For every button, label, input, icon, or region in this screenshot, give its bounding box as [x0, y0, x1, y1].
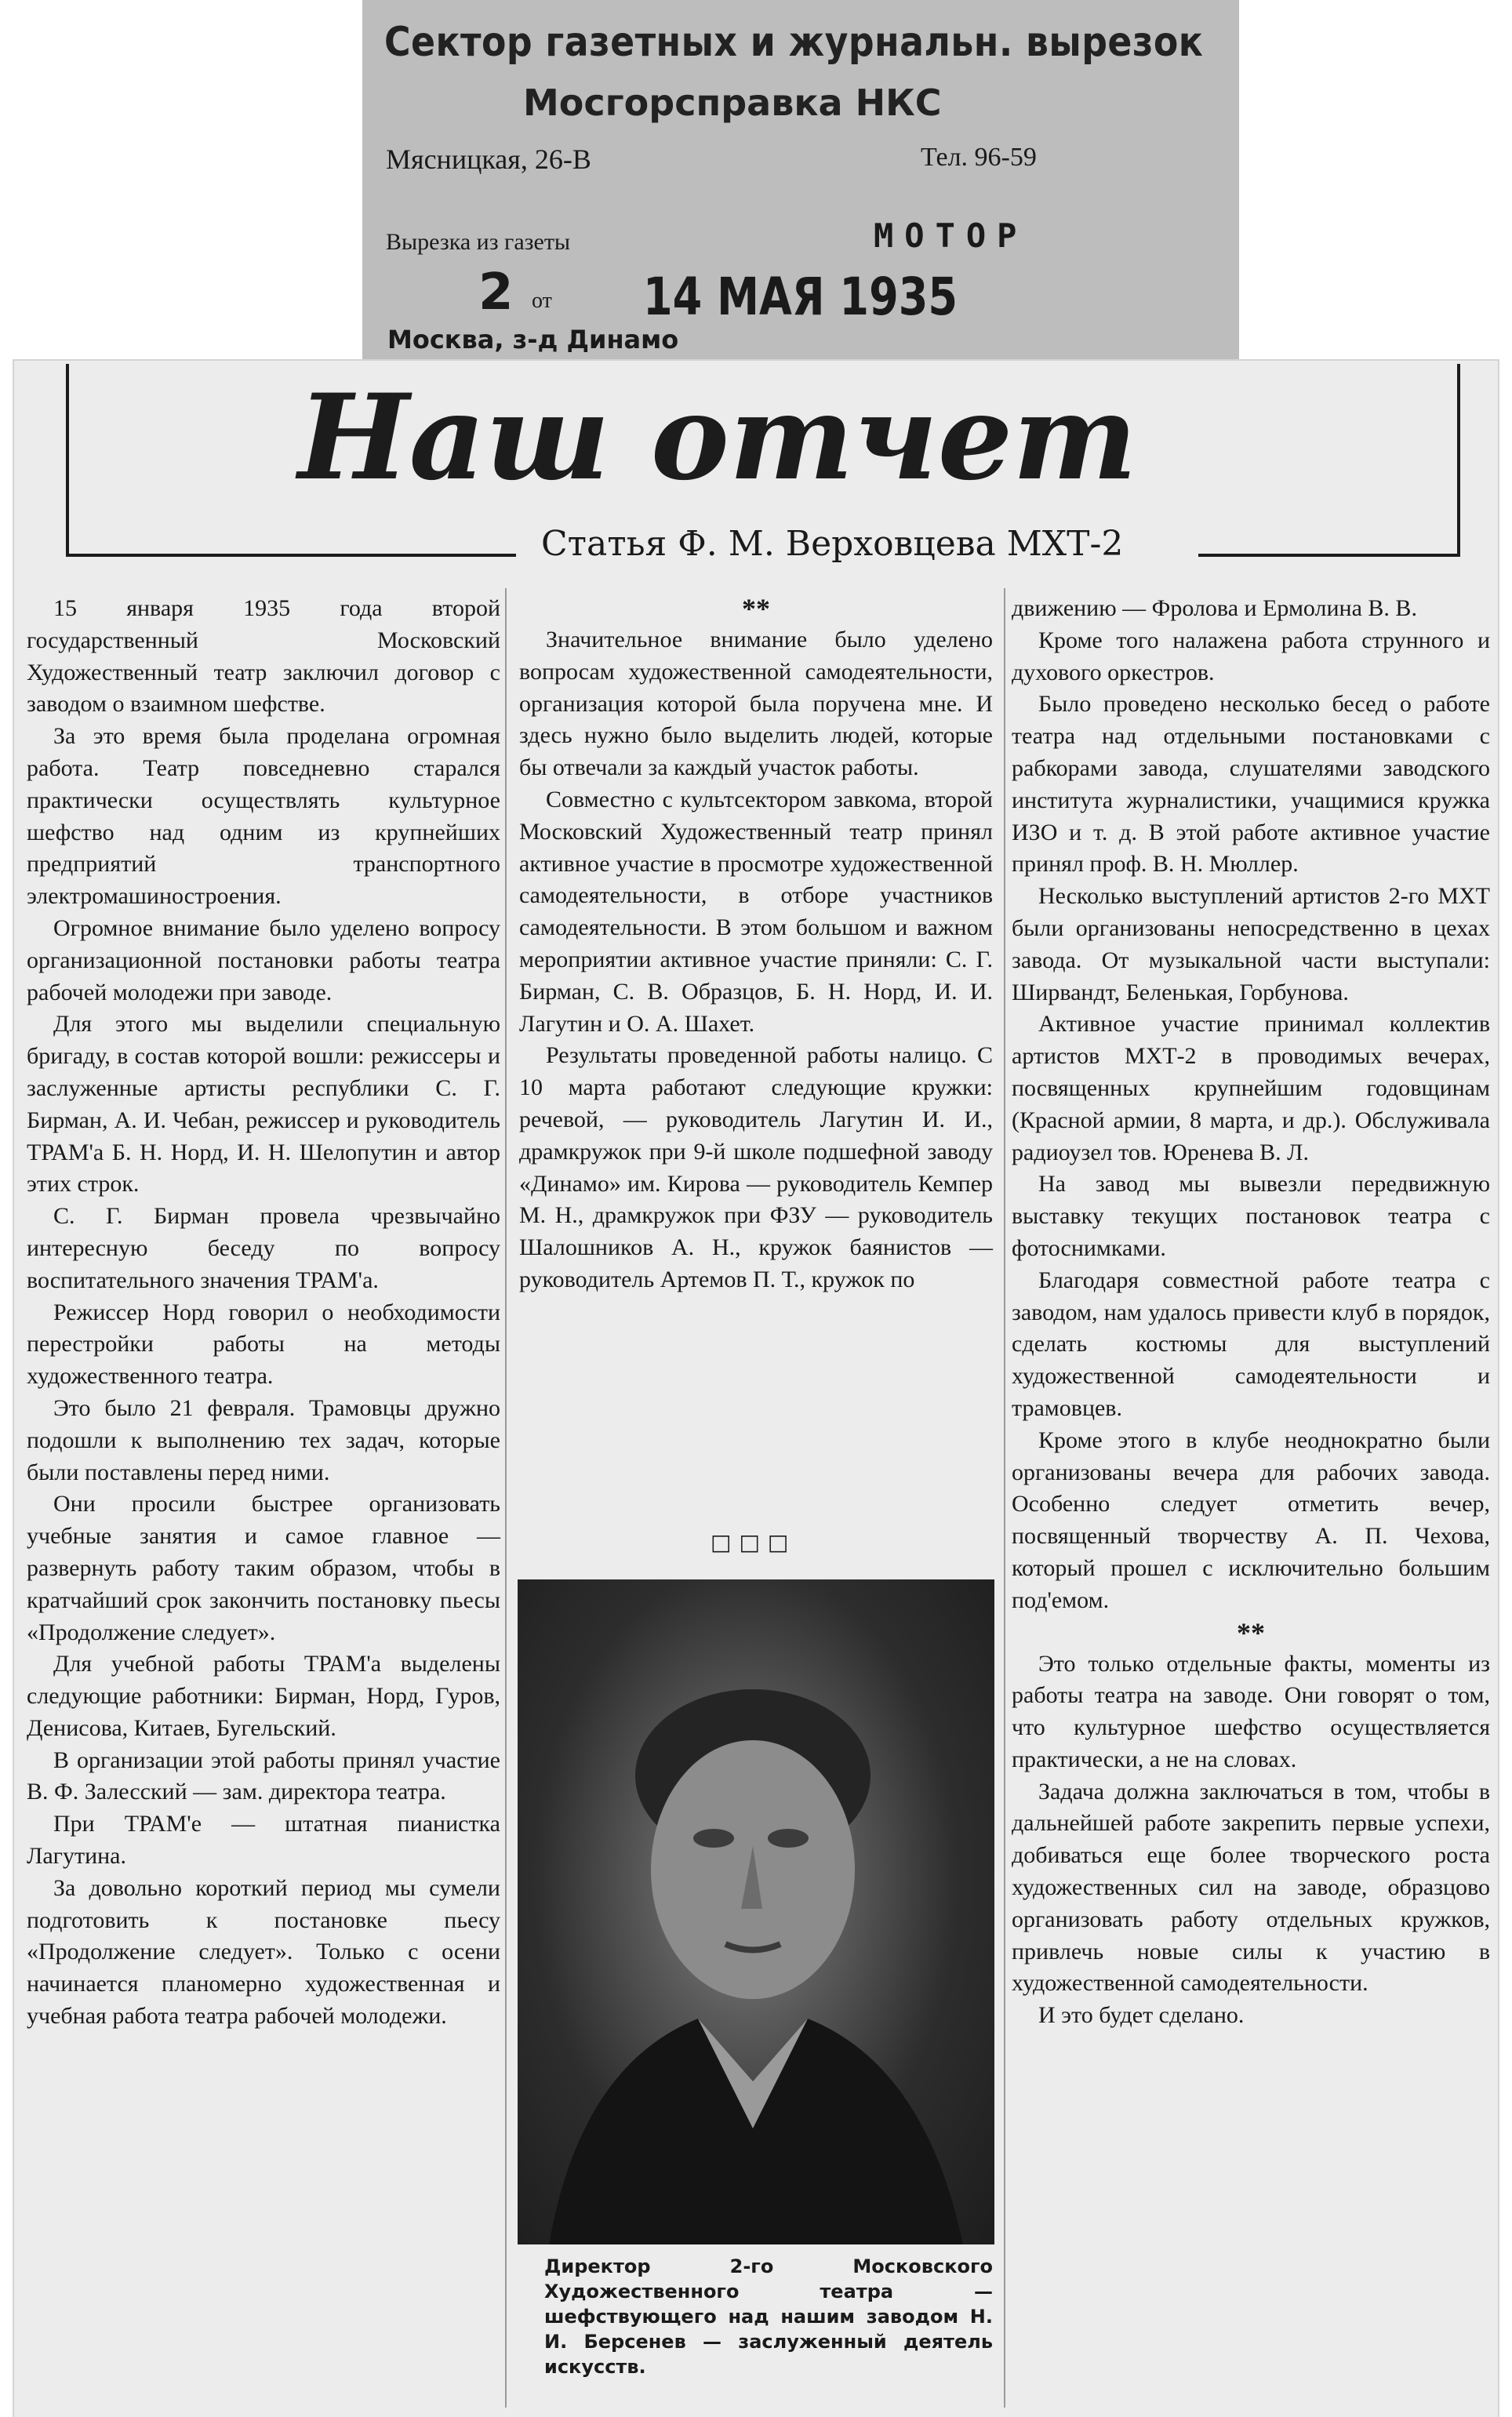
paragraph: Благодаря совместной работе театра с заводом, нам удалось привести клуб в порядок, сделать костюмы для выступлений художественной самодеятельности и трамовцев. — [1012, 1267, 1490, 1421]
portrait-photo — [518, 1579, 994, 2244]
stamp-issue-number: 2 — [478, 264, 514, 322]
paragraph: За это время была проделана огромная работа. Театр повседневно старался практически осуществлять культурное шефство над одним из крупнейших предприятий транспортного электромашиностроения. — [27, 723, 500, 910]
stamp-from-label: от — [532, 289, 552, 313]
column-divider — [505, 588, 507, 2408]
stamp-newspaper-name: МОТОР — [874, 216, 1028, 255]
portrait-illustration — [518, 1579, 994, 2244]
paragraph: И это будет сделано. — [1038, 2002, 1245, 2029]
headline-frame-right — [1457, 364, 1460, 555]
paragraph: Для учебной работы ТРАМ'а выделены следующие работники: Бирман, Норд, Гуров, Денисова, Китаев, Бугельский. — [27, 1651, 500, 1741]
paragraph: Значительное внимание было уделено вопросам художественной самодеятельности, организация которой была поручена мне. И здесь нужно было выделить людей, которые бы отвечали за каждый участок работы. — [519, 627, 993, 781]
stamp-cutting-label: Вырезка из газеты — [386, 229, 571, 255]
paragraph: Было проведено несколько бесед о работе театра над отдельными постановками с рабкорами завода, слушателями заводского института журналистики, учащимися кружка ИЗО и т. д. В этой работе активное участие принял проф. В. Н. Мюллер. — [1012, 691, 1490, 878]
paragraph: Это только отдельные факты, моменты из работы театра на заводе. Они говорят о том, что культурное шефство осуществляется практически, а не на словах. — [1012, 1650, 1490, 1772]
section-asterisks: ** — [1237, 1616, 1265, 1648]
article-headline: Наш отчет — [298, 369, 1137, 507]
stamp-address: Мясницкая, 26-В — [386, 144, 591, 175]
paragraph: На завод мы вывезли передвижную выставку текущих постановок театра с фотоснимками. — [1012, 1171, 1490, 1261]
stamp-telephone: Тел. 96-59 — [921, 143, 1037, 172]
paragraph: Они просили быстрее организовать учебные занятия и самое главное — развернуть работу таким образом, чтобы в кратчайший срок закончить постановку пьесы «Продолжение следует». — [27, 1491, 500, 1645]
section-asterisks: ** — [742, 593, 770, 624]
article-byline: Статья Ф. М. Верховцева МХТ-2 — [541, 524, 1124, 564]
column-divider — [1004, 588, 1005, 2408]
photo-caption: Директор 2-го Московского Художественного театра — шефствующего над нашим заводом Н. И. Берсенев — заслуженный деятель искусств. — [544, 2255, 993, 2378]
clipping-stamp — [362, 0, 1239, 392]
stamp-date: 14 МАЯ 1935 — [643, 267, 958, 327]
paragraph: Результаты проведенной работы налицо. С 10 марта работают следующие кружки: речевой, — руководитель Лагутин И. И., драмкружок при 9-й школе подшефной заводу «Динамо» им. Кирова — руководитель Кемпер М. Н., драмкружок при ФЗУ — руководитель Шалошников А. Н., кружок баянистов — руководитель Артемов П. Т., кружок по — [519, 1042, 993, 1292]
headline-rule-right — [1198, 554, 1460, 557]
paragraph: В организации этой работы принял участие В. Ф. Залесский — зам. директора театра. — [27, 1746, 500, 1805]
paragraph: Для этого мы выделили специальную бригаду, в состав которой вошли: режиссеры и заслуженные артисты республики С. Г. Бирман, А. И. Чебан, режиссер и руководитель ТРАМ'а Б. Н. Норд, И. Н. Шелопутин и автор этих строк. — [27, 1011, 500, 1198]
paragraph: С. Г. Бирман провела чрезвычайно интересную беседу по вопросу воспитательного значения ТРАМ'а. — [27, 1203, 500, 1293]
paragraph: Кроме того налажена работа струнного и духового оркестров. — [1012, 627, 1490, 685]
paragraph: За довольно короткий период мы сумели подготовить к постановке пьесу «Продолжение следует». Только с осени начинается планомерно художественная и учебная работа театра рабочей молодежи. — [27, 1874, 500, 2030]
paragraph: Активное участие принимал коллектив артистов МХТ-2 в проводимых вечерах, посвященных крупнейшим годовщинам (Красной армии, 8 марта, и др.). Обслуживала радиоузел тов. Юренева В. Л. — [1012, 1011, 1490, 1165]
paragraph: Задача должна заключаться в том, чтобы в дальнейшей работе закрепить первые успехи, добиваться еще более творческого роста художественных сил на заводе, образцово организовать работу отдельных кружков, привлечь новые силы к участию в художественной самодеятельности. — [1012, 1778, 1490, 1997]
paragraph: Совместно с культсектором завкома, второй Московский Художественный театр принял активное участие в просмотре художественной самодеятельности, в отборе участников самодеятельности. В этом большом и важном мероприятии активное участие приняли: С. Г. Бирман, С. В. Образцов, Б. Н. Норд, И. И. Лагутин и О. А. Шахет. — [519, 786, 993, 1037]
headline-rule-left — [66, 554, 516, 557]
article-column-1 — [27, 593, 500, 2033]
paragraph: Несколько выступлений артистов 2-го МХТ были организованы непосредственно в цехах завода. От музыкальной части выступали: Ширвандт, Беленькая, Горбунова. — [1012, 883, 1490, 1005]
article-column-2 — [519, 593, 993, 1296]
paragraph: движению — Фролова и Ермолина В. В. — [1012, 595, 1417, 621]
stamp-title: Сектор газетных и журнальн. вырезок — [384, 19, 1204, 66]
paragraph: Это было 21 февраля. Трамовцы дружно подошли к выполнению тех задач, которые были поставлены перед ними. — [27, 1394, 500, 1485]
paragraph: При ТРАМ'е — штатная пианистка Лагутина. — [27, 1811, 500, 1870]
headline-frame-left — [66, 364, 69, 555]
paragraph: 15 января 1935 года второй государственный Московский Художественный театр заключил договор с заводом о взаимном шефстве. — [27, 595, 500, 718]
article-column-3 — [1012, 593, 1490, 2032]
stamp-subtitle: Мосгорсправка НКС — [523, 82, 942, 124]
paragraph: Режиссер Норд говорил о необходимости перестройки работы на методы художественного театра. — [27, 1299, 500, 1390]
stamp-city: Москва, з-д Динамо — [387, 325, 679, 354]
paragraph: Кроме этого в клубе неоднократно были организованы вечера для рабочих завода. Особенно следует отметить вечер, посвященный творчеству А. П. Чехова, который прошел с исключительно большим под'емом. — [1012, 1427, 1490, 1613]
section-divider-squares: □□□ — [711, 1529, 797, 1555]
paragraph: Огромное внимание было уделено вопросу организационной постановки работы театра рабочей молодежи при заводе. — [27, 914, 500, 1005]
